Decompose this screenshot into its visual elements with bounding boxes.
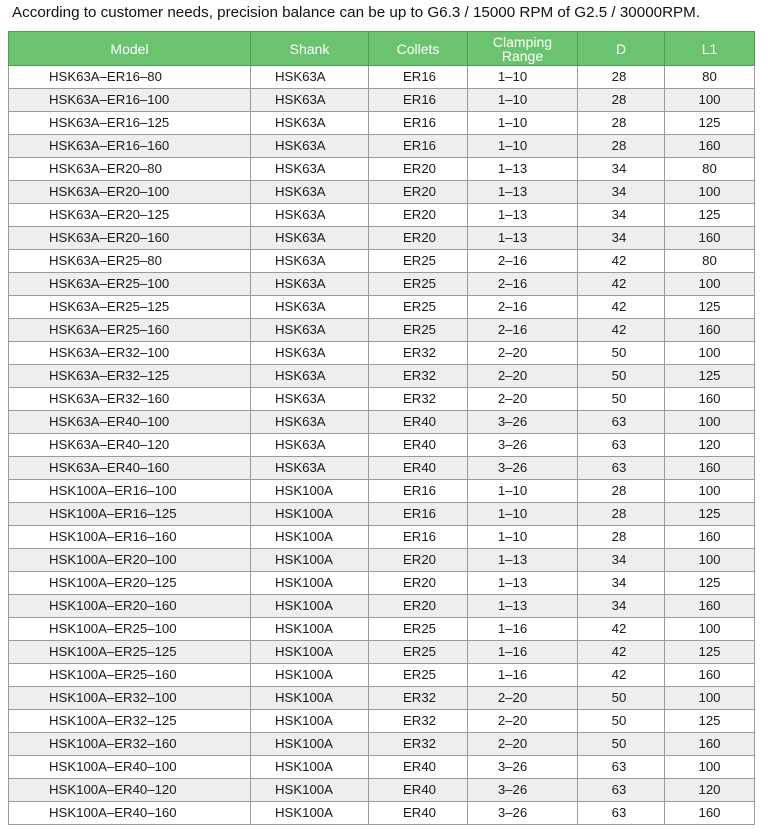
cell-model: HSK63A–ER20–125 bbox=[9, 204, 251, 227]
cell-model: HSK63A–ER40–100 bbox=[9, 411, 251, 434]
cell-l1: 100 bbox=[665, 411, 755, 434]
cell-d: 34 bbox=[578, 204, 665, 227]
cell-d: 28 bbox=[578, 89, 665, 112]
cell-shank: HSK100A bbox=[251, 549, 369, 572]
cell-model: HSK63A–ER16–80 bbox=[9, 66, 251, 89]
cell-clamping-range: 1–16 bbox=[468, 641, 578, 664]
cell-clamping-range: 1–10 bbox=[468, 112, 578, 135]
table-row bbox=[9, 342, 755, 365]
cell-clamping-range: 1–16 bbox=[468, 664, 578, 687]
cell-collets: ER25 bbox=[369, 319, 468, 342]
cell-d: 42 bbox=[578, 273, 665, 296]
cell-collets: ER25 bbox=[369, 273, 468, 296]
cell-shank: HSK63A bbox=[251, 365, 369, 388]
cell-l1: 160 bbox=[665, 526, 755, 549]
cell-clamping-range: 1–16 bbox=[468, 618, 578, 641]
table-header-row bbox=[9, 32, 755, 66]
cell-collets: ER40 bbox=[369, 434, 468, 457]
cell-d: 42 bbox=[578, 250, 665, 273]
cell-d: 34 bbox=[578, 595, 665, 618]
cell-l1: 125 bbox=[665, 710, 755, 733]
cell-shank: HSK63A bbox=[251, 66, 369, 89]
cell-model: HSK100A–ER20–160 bbox=[9, 595, 251, 618]
cell-clamping-range: 1–13 bbox=[468, 572, 578, 595]
cell-shank: HSK63A bbox=[251, 342, 369, 365]
cell-clamping-range: 3–26 bbox=[468, 411, 578, 434]
cell-l1: 100 bbox=[665, 687, 755, 710]
cell-model: HSK100A–ER16–100 bbox=[9, 480, 251, 503]
cell-l1: 120 bbox=[665, 779, 755, 802]
table-row bbox=[9, 641, 755, 664]
cell-shank: HSK100A bbox=[251, 687, 369, 710]
cell-model: HSK100A–ER25–160 bbox=[9, 664, 251, 687]
table-row bbox=[9, 526, 755, 549]
cell-collets: ER40 bbox=[369, 457, 468, 480]
cell-collets: ER16 bbox=[369, 480, 468, 503]
cell-shank: HSK63A bbox=[251, 457, 369, 480]
cell-clamping-range: 2–20 bbox=[468, 388, 578, 411]
cell-collets: ER16 bbox=[369, 89, 468, 112]
cell-clamping-range: 2–20 bbox=[468, 733, 578, 756]
cell-shank: HSK100A bbox=[251, 572, 369, 595]
cell-d: 28 bbox=[578, 135, 665, 158]
table-row bbox=[9, 388, 755, 411]
cell-model: HSK100A–ER25–100 bbox=[9, 618, 251, 641]
cell-d: 28 bbox=[578, 112, 665, 135]
cell-d: 42 bbox=[578, 618, 665, 641]
cell-collets: ER40 bbox=[369, 779, 468, 802]
cell-model: HSK63A–ER40–120 bbox=[9, 434, 251, 457]
cell-d: 34 bbox=[578, 549, 665, 572]
table-row bbox=[9, 779, 755, 802]
header-l1: L1 bbox=[665, 32, 755, 66]
cell-model: HSK100A–ER32–125 bbox=[9, 710, 251, 733]
cell-d: 50 bbox=[578, 687, 665, 710]
cell-l1: 125 bbox=[665, 112, 755, 135]
cell-collets: ER32 bbox=[369, 687, 468, 710]
cell-model: HSK100A–ER16–160 bbox=[9, 526, 251, 549]
cell-d: 34 bbox=[578, 181, 665, 204]
table-row bbox=[9, 733, 755, 756]
cell-shank: HSK100A bbox=[251, 664, 369, 687]
cell-model: HSK63A–ER32–160 bbox=[9, 388, 251, 411]
cell-shank: HSK100A bbox=[251, 733, 369, 756]
cell-clamping-range: 2–20 bbox=[468, 687, 578, 710]
cell-l1: 80 bbox=[665, 158, 755, 181]
cell-d: 50 bbox=[578, 710, 665, 733]
cell-l1: 120 bbox=[665, 434, 755, 457]
cell-d: 50 bbox=[578, 365, 665, 388]
cell-collets: ER20 bbox=[369, 572, 468, 595]
cell-clamping-range: 2–16 bbox=[468, 319, 578, 342]
cell-model: HSK63A–ER16–100 bbox=[9, 89, 251, 112]
cell-clamping-range: 1–10 bbox=[468, 66, 578, 89]
header-clamping-range bbox=[468, 32, 578, 66]
cell-shank: HSK100A bbox=[251, 503, 369, 526]
table-row bbox=[9, 319, 755, 342]
cell-collets: ER25 bbox=[369, 664, 468, 687]
header-d: D bbox=[578, 32, 665, 66]
cell-d: 42 bbox=[578, 664, 665, 687]
cell-clamping-range: 3–26 bbox=[468, 779, 578, 802]
cell-model: HSK63A–ER20–160 bbox=[9, 227, 251, 250]
table-row bbox=[9, 549, 755, 572]
cell-d: 34 bbox=[578, 227, 665, 250]
cell-model: HSK100A–ER16–125 bbox=[9, 503, 251, 526]
table-row bbox=[9, 273, 755, 296]
cell-model: HSK100A–ER20–100 bbox=[9, 549, 251, 572]
cell-d: 63 bbox=[578, 411, 665, 434]
cell-clamping-range: 1–13 bbox=[468, 204, 578, 227]
cell-shank: HSK63A bbox=[251, 112, 369, 135]
cell-clamping-range: 1–13 bbox=[468, 549, 578, 572]
table-row bbox=[9, 687, 755, 710]
cell-d: 50 bbox=[578, 733, 665, 756]
cell-shank: HSK63A bbox=[251, 227, 369, 250]
cell-shank: HSK100A bbox=[251, 779, 369, 802]
cell-collets: ER40 bbox=[369, 411, 468, 434]
cell-l1: 100 bbox=[665, 618, 755, 641]
cell-collets: ER16 bbox=[369, 503, 468, 526]
cell-model: HSK100A–ER32–160 bbox=[9, 733, 251, 756]
cell-clamping-range: 1–10 bbox=[468, 480, 578, 503]
cell-l1: 100 bbox=[665, 756, 755, 779]
table-row bbox=[9, 710, 755, 733]
cell-l1: 160 bbox=[665, 135, 755, 158]
cell-l1: 100 bbox=[665, 342, 755, 365]
cell-shank: HSK100A bbox=[251, 802, 369, 825]
cell-l1: 125 bbox=[665, 572, 755, 595]
cell-l1: 100 bbox=[665, 181, 755, 204]
cell-model: HSK63A–ER25–160 bbox=[9, 319, 251, 342]
header-clamping-line2: Range bbox=[501, 47, 544, 64]
cell-collets: ER20 bbox=[369, 595, 468, 618]
cell-shank: HSK100A bbox=[251, 618, 369, 641]
table-row bbox=[9, 89, 755, 112]
cell-l1: 125 bbox=[665, 365, 755, 388]
cell-shank: HSK63A bbox=[251, 89, 369, 112]
header-model: Model bbox=[9, 32, 251, 66]
cell-l1: 125 bbox=[665, 503, 755, 526]
cell-collets: ER20 bbox=[369, 158, 468, 181]
cell-l1: 100 bbox=[665, 480, 755, 503]
table-row bbox=[9, 572, 755, 595]
cell-d: 63 bbox=[578, 802, 665, 825]
cell-d: 50 bbox=[578, 388, 665, 411]
cell-collets: ER25 bbox=[369, 641, 468, 664]
cell-clamping-range: 2–20 bbox=[468, 710, 578, 733]
cell-l1: 80 bbox=[665, 66, 755, 89]
table-row bbox=[9, 112, 755, 135]
cell-l1: 160 bbox=[665, 227, 755, 250]
table-row bbox=[9, 595, 755, 618]
cell-collets: ER25 bbox=[369, 296, 468, 319]
cell-clamping-range: 2–16 bbox=[468, 296, 578, 319]
cell-collets: ER32 bbox=[369, 342, 468, 365]
cell-clamping-range: 1–10 bbox=[468, 89, 578, 112]
table-row bbox=[9, 802, 755, 825]
table-body bbox=[9, 66, 755, 825]
cell-clamping-range: 3–26 bbox=[468, 756, 578, 779]
cell-d: 63 bbox=[578, 434, 665, 457]
cell-l1: 100 bbox=[665, 549, 755, 572]
cell-model: HSK63A–ER32–100 bbox=[9, 342, 251, 365]
cell-shank: HSK100A bbox=[251, 641, 369, 664]
cell-l1: 100 bbox=[665, 273, 755, 296]
cell-collets: ER20 bbox=[369, 204, 468, 227]
cell-model: HSK63A–ER25–100 bbox=[9, 273, 251, 296]
cell-model: HSK63A–ER25–125 bbox=[9, 296, 251, 319]
cell-collets: ER16 bbox=[369, 112, 468, 135]
cell-collets: ER20 bbox=[369, 181, 468, 204]
table-row bbox=[9, 480, 755, 503]
cell-l1: 160 bbox=[665, 802, 755, 825]
cell-collets: ER16 bbox=[369, 135, 468, 158]
cell-clamping-range: 1–13 bbox=[468, 181, 578, 204]
cell-l1: 160 bbox=[665, 457, 755, 480]
cell-shank: HSK63A bbox=[251, 434, 369, 457]
intro-text: According to customer needs, precision balance can be up to G6.3 / 15000 RPM of G2.5 / 30000RPM. bbox=[12, 4, 701, 21]
cell-model: HSK100A–ER32–100 bbox=[9, 687, 251, 710]
cell-model: HSK100A–ER40–100 bbox=[9, 756, 251, 779]
table-row bbox=[9, 664, 755, 687]
cell-model: HSK100A–ER25–125 bbox=[9, 641, 251, 664]
cell-shank: HSK100A bbox=[251, 756, 369, 779]
cell-clamping-range: 3–26 bbox=[468, 457, 578, 480]
cell-collets: ER16 bbox=[369, 66, 468, 89]
cell-clamping-range: 2–16 bbox=[468, 250, 578, 273]
cell-collets: ER20 bbox=[369, 549, 468, 572]
cell-clamping-range: 1–13 bbox=[468, 595, 578, 618]
cell-model: HSK63A–ER16–125 bbox=[9, 112, 251, 135]
cell-model: HSK63A–ER32–125 bbox=[9, 365, 251, 388]
cell-collets: ER25 bbox=[369, 250, 468, 273]
cell-l1: 160 bbox=[665, 388, 755, 411]
cell-d: 42 bbox=[578, 641, 665, 664]
cell-l1: 125 bbox=[665, 641, 755, 664]
table-row bbox=[9, 756, 755, 779]
cell-model: HSK63A–ER40–160 bbox=[9, 457, 251, 480]
cell-l1: 160 bbox=[665, 664, 755, 687]
table-row bbox=[9, 365, 755, 388]
cell-d: 34 bbox=[578, 572, 665, 595]
cell-model: HSK100A–ER40–120 bbox=[9, 779, 251, 802]
cell-d: 34 bbox=[578, 158, 665, 181]
cell-clamping-range: 2–16 bbox=[468, 273, 578, 296]
cell-shank: HSK63A bbox=[251, 158, 369, 181]
spec-table bbox=[8, 31, 755, 825]
cell-clamping-range: 1–13 bbox=[468, 158, 578, 181]
cell-model: HSK63A–ER20–100 bbox=[9, 181, 251, 204]
cell-clamping-range: 2–20 bbox=[468, 342, 578, 365]
cell-collets: ER16 bbox=[369, 526, 468, 549]
cell-d: 28 bbox=[578, 503, 665, 526]
cell-d: 63 bbox=[578, 756, 665, 779]
cell-shank: HSK100A bbox=[251, 526, 369, 549]
cell-l1: 160 bbox=[665, 319, 755, 342]
header-shank: Shank bbox=[251, 32, 369, 66]
cell-shank: HSK100A bbox=[251, 480, 369, 503]
cell-l1: 100 bbox=[665, 89, 755, 112]
cell-d: 28 bbox=[578, 526, 665, 549]
cell-d: 42 bbox=[578, 319, 665, 342]
cell-model: HSK63A–ER20–80 bbox=[9, 158, 251, 181]
cell-clamping-range: 1–13 bbox=[468, 227, 578, 250]
cell-shank: HSK63A bbox=[251, 204, 369, 227]
cell-model: HSK100A–ER20–125 bbox=[9, 572, 251, 595]
cell-d: 42 bbox=[578, 296, 665, 319]
cell-l1: 160 bbox=[665, 595, 755, 618]
cell-shank: HSK63A bbox=[251, 296, 369, 319]
table-row bbox=[9, 503, 755, 526]
cell-shank: HSK100A bbox=[251, 710, 369, 733]
cell-clamping-range: 1–10 bbox=[468, 503, 578, 526]
table-row bbox=[9, 181, 755, 204]
cell-l1: 160 bbox=[665, 733, 755, 756]
cell-clamping-range: 3–26 bbox=[468, 434, 578, 457]
cell-d: 28 bbox=[578, 66, 665, 89]
cell-clamping-range: 1–10 bbox=[468, 526, 578, 549]
cell-d: 50 bbox=[578, 342, 665, 365]
table-row bbox=[9, 296, 755, 319]
cell-model: HSK100A–ER40–160 bbox=[9, 802, 251, 825]
cell-clamping-range: 3–26 bbox=[468, 802, 578, 825]
cell-l1: 80 bbox=[665, 250, 755, 273]
cell-clamping-range: 1–10 bbox=[468, 135, 578, 158]
cell-collets: ER40 bbox=[369, 802, 468, 825]
cell-shank: HSK63A bbox=[251, 250, 369, 273]
cell-model: HSK63A–ER16–160 bbox=[9, 135, 251, 158]
cell-shank: HSK63A bbox=[251, 273, 369, 296]
header-collets: Collets bbox=[369, 32, 468, 66]
cell-collets: ER32 bbox=[369, 710, 468, 733]
table-row bbox=[9, 135, 755, 158]
table-row bbox=[9, 250, 755, 273]
cell-model: HSK63A–ER25–80 bbox=[9, 250, 251, 273]
cell-shank: HSK63A bbox=[251, 181, 369, 204]
table-row bbox=[9, 434, 755, 457]
cell-d: 28 bbox=[578, 480, 665, 503]
table-row bbox=[9, 227, 755, 250]
cell-shank: HSK63A bbox=[251, 388, 369, 411]
cell-collets: ER32 bbox=[369, 365, 468, 388]
cell-shank: HSK63A bbox=[251, 135, 369, 158]
table-row bbox=[9, 618, 755, 641]
cell-clamping-range: 2–20 bbox=[468, 365, 578, 388]
table-row bbox=[9, 457, 755, 480]
cell-shank: HSK100A bbox=[251, 595, 369, 618]
cell-l1: 125 bbox=[665, 204, 755, 227]
table-row bbox=[9, 158, 755, 181]
cell-collets: ER32 bbox=[369, 388, 468, 411]
cell-l1: 125 bbox=[665, 296, 755, 319]
cell-collets: ER40 bbox=[369, 756, 468, 779]
cell-collets: ER32 bbox=[369, 733, 468, 756]
cell-shank: HSK63A bbox=[251, 319, 369, 342]
cell-collets: ER20 bbox=[369, 227, 468, 250]
cell-d: 63 bbox=[578, 457, 665, 480]
header-clamping-line1: Clamping bbox=[492, 33, 553, 50]
cell-d: 63 bbox=[578, 779, 665, 802]
table-row bbox=[9, 411, 755, 434]
cell-shank: HSK63A bbox=[251, 411, 369, 434]
cell-collets: ER25 bbox=[369, 618, 468, 641]
table-row bbox=[9, 66, 755, 89]
table-row bbox=[9, 204, 755, 227]
